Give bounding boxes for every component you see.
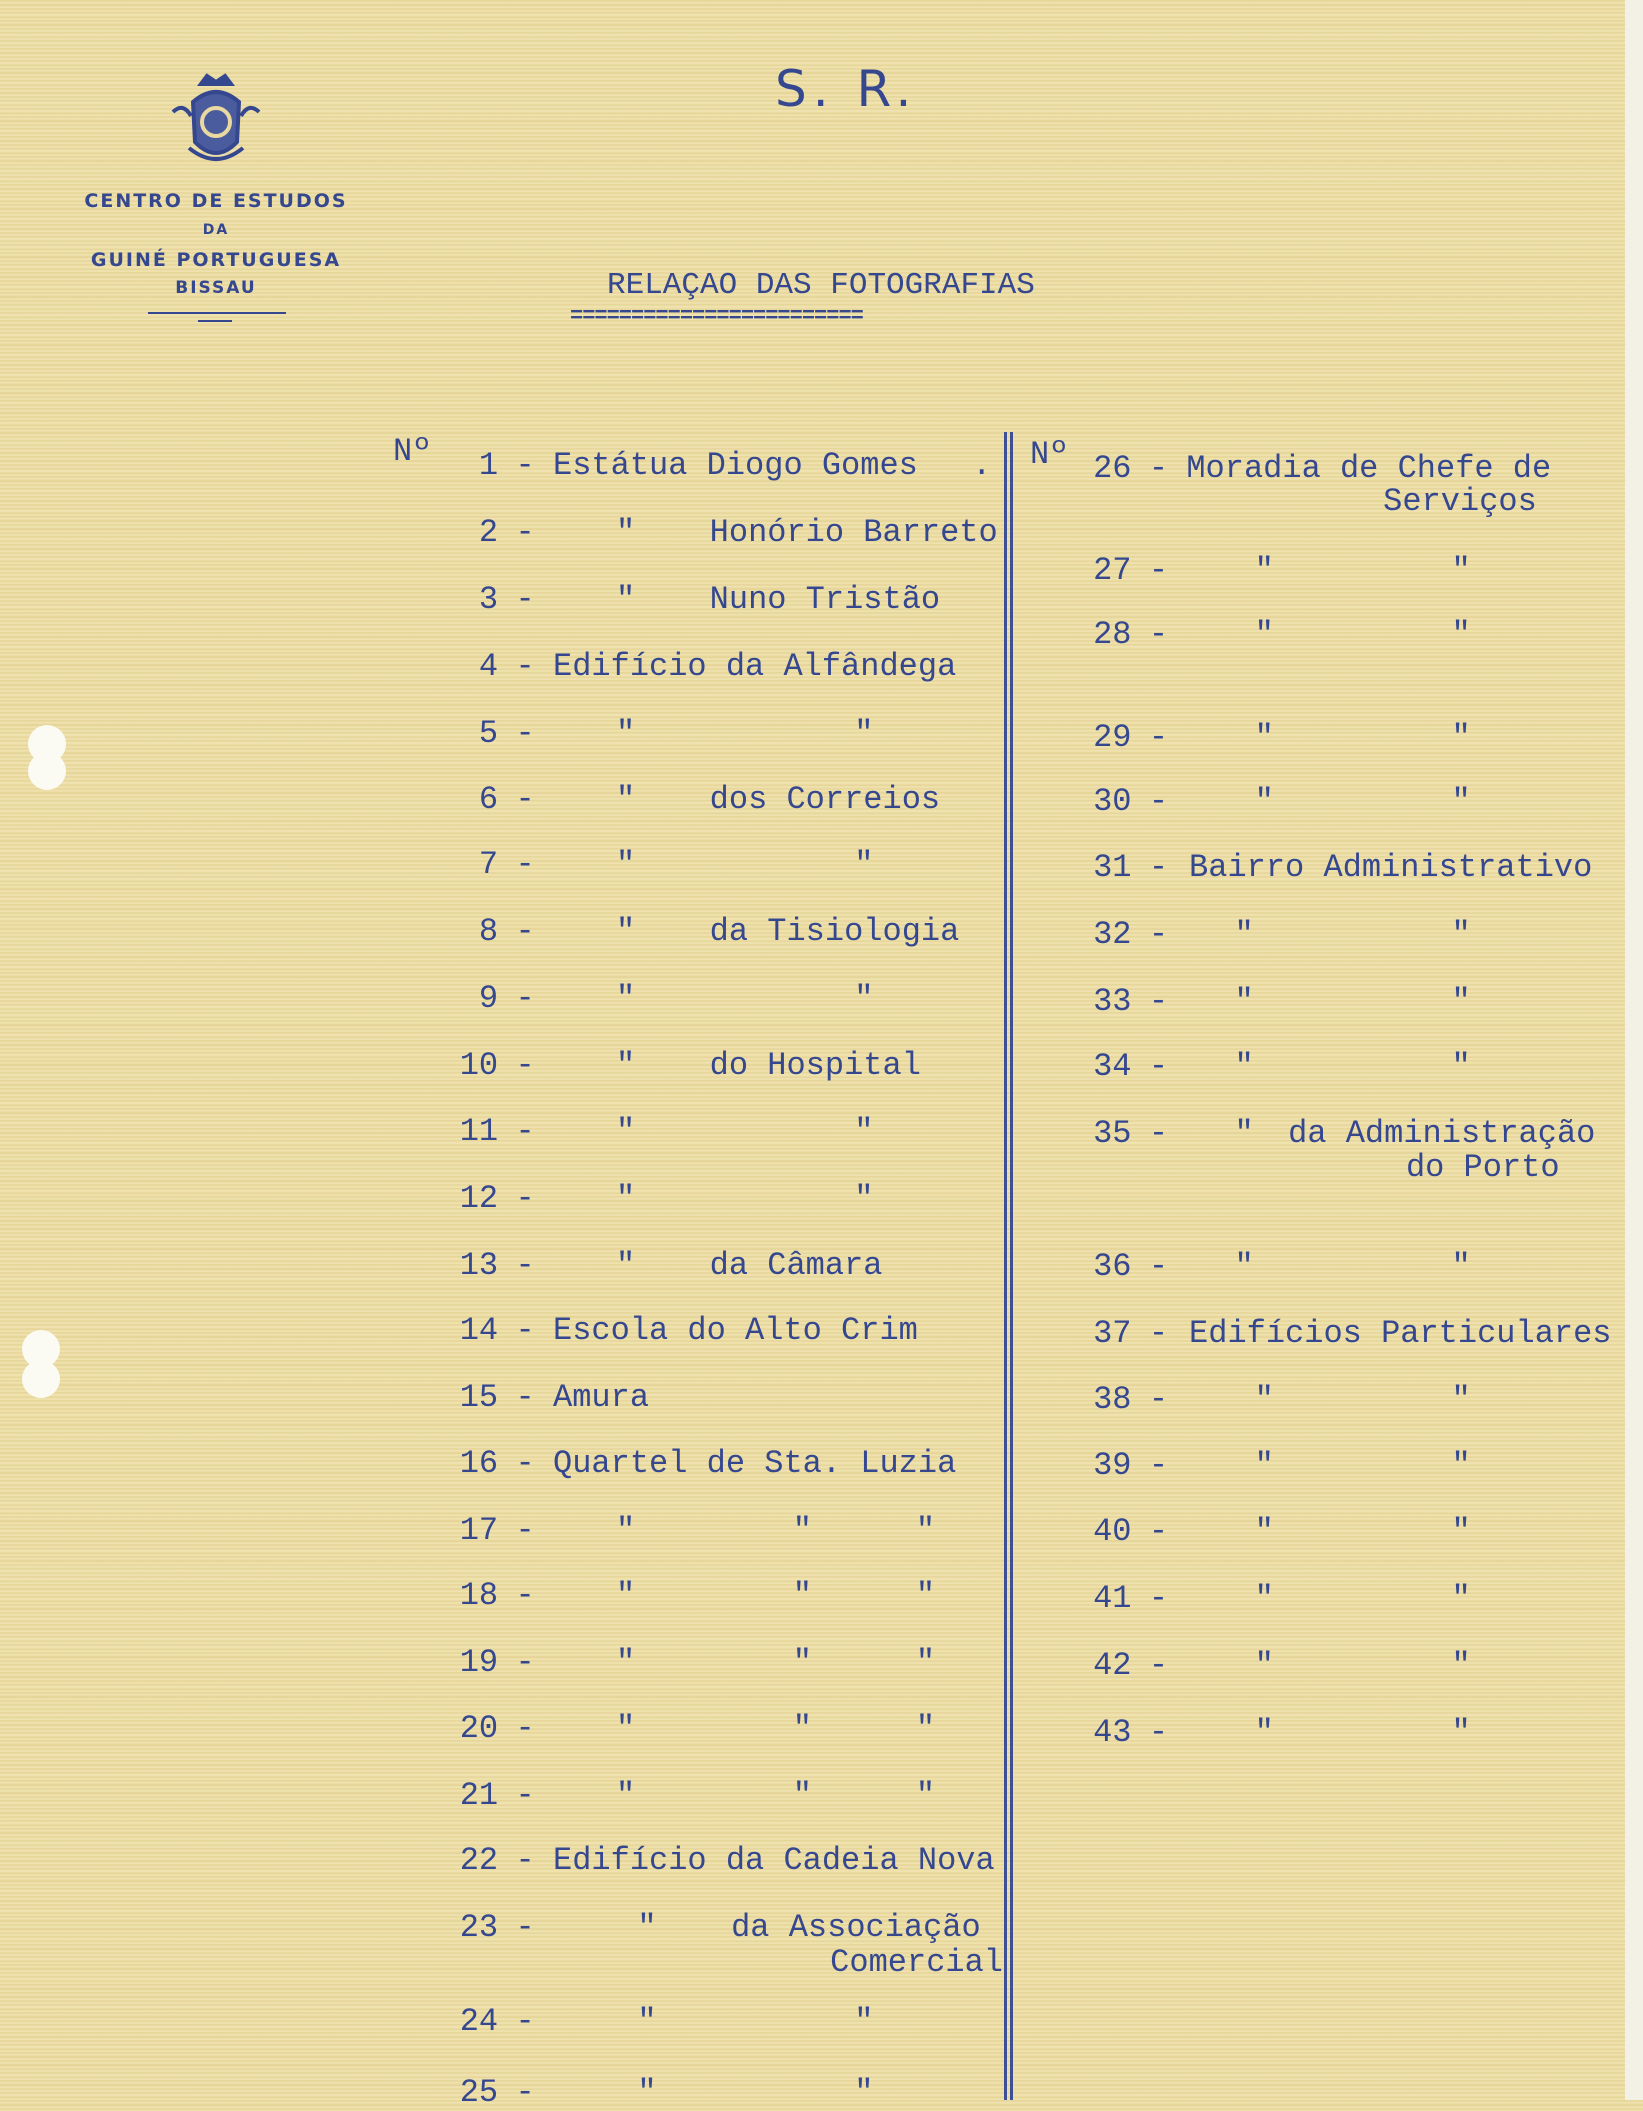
ditto-mark: " <box>1254 719 1274 757</box>
entry-dash: - <box>515 1577 535 1615</box>
ditto-mark: " <box>1254 1580 1274 1618</box>
entry-number: 25 <box>459 2074 499 2111</box>
ditto-mark: " <box>615 913 636 951</box>
entry-number: 40 <box>1093 1513 1132 1551</box>
ditto-mark: " <box>854 1179 874 1217</box>
ditto-mark: " <box>1451 1513 1471 1551</box>
ditto-mark: " <box>615 1511 636 1549</box>
entry-number: 34 <box>1093 1048 1132 1086</box>
entry-number: 33 <box>1093 982 1132 1020</box>
ditto-mark: " <box>854 715 874 753</box>
ditto-mark: " <box>1234 1048 1254 1086</box>
title-underline: ======================== <box>570 304 863 329</box>
ditto-mark: " <box>915 1577 936 1615</box>
entry-description: da Tisiologia <box>709 913 960 951</box>
org-name-line4: BISSAU <box>175 278 257 298</box>
ditto-mark: " <box>1254 1513 1274 1551</box>
entry-number: 22 <box>459 1842 499 1880</box>
entry-dash: - <box>1148 1314 1169 1352</box>
org-name-line2: DA <box>202 222 230 238</box>
entry-number: 38 <box>1093 1380 1132 1418</box>
entry-number: 16 <box>459 1444 499 1482</box>
ditto-mark: " <box>1254 1713 1274 1751</box>
entry-dash: - <box>515 1511 535 1549</box>
entry-dash: - <box>515 2003 535 2041</box>
ditto-mark: " <box>615 514 636 552</box>
ditto-mark: " <box>615 715 636 753</box>
ditto-mark: " <box>1451 615 1471 653</box>
ditto-mark: " <box>1451 1447 1471 1485</box>
ditto-mark: " <box>915 1511 936 1549</box>
entry-dash: - <box>1148 1048 1169 1086</box>
punch-hole <box>22 1360 60 1398</box>
entry-dash: - <box>1148 1580 1169 1618</box>
entry-number: 41 <box>1093 1580 1132 1618</box>
entry-dash: - <box>515 780 535 818</box>
ditto-mark: " <box>1451 982 1471 1020</box>
entry-dash: - <box>515 1312 535 1350</box>
ditto-mark: " <box>615 846 636 884</box>
entry-number: 43 <box>1093 1713 1132 1751</box>
entry-dash: - <box>515 581 535 619</box>
header-mark: S. R. <box>775 60 918 118</box>
entry-number: 23 <box>459 1909 499 1947</box>
entry-dash: - <box>1148 719 1169 757</box>
entry-number: 37 <box>1093 1314 1132 1352</box>
entry-dash: - <box>515 913 535 951</box>
entry-number: 39 <box>1093 1447 1132 1485</box>
entry-number: 14 <box>459 1312 499 1350</box>
ditto-mark: " <box>615 1776 636 1814</box>
ditto-mark: " <box>792 1577 812 1615</box>
ditto-mark: " <box>615 1179 636 1217</box>
entry-description: Serviços <box>1383 483 1537 521</box>
entry-description: Comercial <box>830 1944 1003 1982</box>
ditto-mark: " <box>615 1047 636 1085</box>
org-name-line3: GUINÉ PORTUGUESA <box>90 249 342 271</box>
entry-dash: - <box>515 1644 535 1682</box>
entry-dash: - <box>515 1776 535 1814</box>
entry-number: 12 <box>459 1179 499 1217</box>
ditto-mark: " <box>854 846 874 884</box>
ditto-mark: " <box>1451 719 1471 757</box>
entry-dash: - <box>515 1179 535 1217</box>
ditto-mark: " <box>615 1246 636 1284</box>
number-prefix-right: Nº <box>1030 436 1069 473</box>
letterhead-rule <box>148 312 286 314</box>
ditto-mark: " <box>1254 1380 1274 1418</box>
ditto-mark: " <box>854 2074 874 2111</box>
ditto-mark: " <box>637 1909 657 1947</box>
entry-number: 21 <box>459 1776 499 1814</box>
ditto-mark: " <box>792 1776 812 1814</box>
ditto-mark: " <box>1254 551 1274 589</box>
entry-number: 19 <box>459 1644 499 1682</box>
entry-number: 15 <box>459 1379 499 1417</box>
entry-description: Escola do Alto Crim <box>553 1312 918 1350</box>
entry-number: 9 <box>478 980 499 1018</box>
entry-dash: - <box>1148 848 1169 886</box>
entry-number: 5 <box>478 715 499 753</box>
ditto-mark: " <box>915 1776 936 1814</box>
ditto-mark: " <box>1451 1048 1471 1086</box>
ditto-mark: " <box>1451 551 1471 589</box>
entry-number: 27 <box>1093 551 1132 589</box>
entry-description: do Hospital <box>709 1047 921 1085</box>
entry-dash: - <box>515 715 535 753</box>
entry-number: 28 <box>1093 615 1132 653</box>
entry-dash: - <box>1148 1647 1169 1684</box>
entry-dash: - <box>515 1444 535 1482</box>
letterhead-rule-short <box>198 320 232 322</box>
entry-number: 11 <box>459 1112 499 1150</box>
entry-dash: - <box>515 1842 535 1880</box>
ditto-mark: " <box>615 780 636 818</box>
entry-description: Nuno Tristão <box>709 581 941 619</box>
entry-dash: - <box>1148 982 1169 1020</box>
ditto-mark: " <box>854 1112 874 1150</box>
entry-dash: - <box>1148 449 1169 487</box>
ditto-mark: " <box>615 581 636 619</box>
ditto-mark: " <box>1254 783 1274 821</box>
number-prefix-left: Nº <box>393 433 432 470</box>
ditto-mark: " <box>1234 982 1254 1020</box>
entry-description: da Administração <box>1288 1115 1596 1153</box>
ditto-mark: " <box>637 2074 657 2111</box>
ditto-mark: " <box>1234 1247 1254 1285</box>
ditto-mark: " <box>1451 1247 1471 1285</box>
entry-dash: - <box>1148 551 1169 589</box>
org-name-line1: CENTRO DE ESTUDOS <box>84 190 348 212</box>
entry-number: 29 <box>1093 719 1132 757</box>
entry-dash: - <box>515 846 535 884</box>
ditto-mark: " <box>1451 1380 1471 1418</box>
entry-dash: - <box>515 1246 535 1284</box>
ditto-mark: " <box>1451 915 1471 953</box>
entry-number: 17 <box>459 1511 499 1549</box>
entry-number: 32 <box>1093 915 1132 953</box>
entry-number: 13 <box>459 1246 499 1284</box>
ditto-mark: " <box>1451 1647 1471 1684</box>
entry-dash: - <box>515 447 535 485</box>
ditto-mark: " <box>637 2003 657 2041</box>
ditto-mark: " <box>792 1644 812 1682</box>
ditto-mark: " <box>1254 1447 1274 1485</box>
paper-edge <box>1625 0 1643 2100</box>
entry-description: Bairro Administrativo <box>1189 848 1593 886</box>
entry-dash: - <box>1148 1247 1169 1285</box>
entry-number: 31 <box>1093 848 1132 886</box>
entry-dash: - <box>515 980 535 1018</box>
entry-number: 1 <box>478 447 499 485</box>
ditto-mark: " <box>792 1511 812 1549</box>
entry-number: 36 <box>1093 1247 1132 1285</box>
entry-dash: - <box>1148 1447 1169 1485</box>
entry-number: 24 <box>459 2003 499 2041</box>
entry-description: Honório Barreto <box>709 514 998 552</box>
entry-description: Moradia de Chefe de <box>1186 449 1552 487</box>
entry-description: Edifício da Cadeia Nova <box>553 1842 995 1880</box>
entry-description: Edifícios Particulares <box>1189 1314 1612 1352</box>
document-title: RELAÇAO DAS FOTOGRAFIAS <box>607 268 1035 303</box>
entry-dash: - <box>515 1047 535 1085</box>
ditto-mark: " <box>854 980 874 1018</box>
entry-dash: - <box>1148 1380 1169 1418</box>
entry-dash: - <box>1148 1513 1169 1551</box>
entry-dash: - <box>515 1909 535 1947</box>
ditto-mark: " <box>615 1709 636 1747</box>
ditto-mark: " <box>1451 783 1471 821</box>
entry-number: 26 <box>1093 449 1132 487</box>
ditto-mark: " <box>854 2003 874 2041</box>
entry-description: Edifício da Alfândega <box>553 648 957 686</box>
entry-description: da Câmara <box>709 1246 883 1284</box>
ditto-mark: " <box>1254 615 1274 653</box>
entry-description: . <box>972 447 992 485</box>
column-divider <box>1004 432 1007 2100</box>
ditto-mark: " <box>1451 1713 1471 1751</box>
entry-description: da Associação <box>731 1909 981 1947</box>
entry-number: 35 <box>1093 1115 1132 1153</box>
entry-number: 30 <box>1093 783 1132 821</box>
entry-number: 3 <box>478 581 499 619</box>
entry-dash: - <box>1148 915 1169 953</box>
entry-dash: - <box>1148 615 1169 653</box>
entry-number: 10 <box>459 1047 499 1085</box>
ditto-mark: " <box>615 1112 636 1150</box>
entry-description: Quartel de Sta. Luzia <box>553 1444 957 1482</box>
ditto-mark: " <box>615 1577 636 1615</box>
entry-dash: - <box>515 1112 535 1150</box>
entry-dash: - <box>515 514 535 552</box>
ditto-mark: " <box>792 1709 812 1747</box>
entry-number: 18 <box>459 1577 499 1615</box>
ditto-mark: " <box>615 1644 636 1682</box>
entry-number: 20 <box>459 1709 499 1747</box>
entry-number: 8 <box>478 913 499 951</box>
ditto-mark: " <box>1234 1115 1254 1153</box>
entry-description: do Porto <box>1405 1148 1560 1186</box>
column-divider <box>1010 432 1013 2100</box>
coat-of-arms-emblem <box>163 72 269 168</box>
entry-number: 7 <box>478 846 499 884</box>
ditto-mark: " <box>615 980 636 1018</box>
punch-hole <box>28 752 66 790</box>
entry-number: 42 <box>1093 1647 1132 1684</box>
entry-dash: - <box>1148 1713 1169 1751</box>
ditto-mark: " <box>915 1644 936 1682</box>
entry-description: Estátua Diogo Gomes <box>553 447 918 485</box>
entry-description: dos Correios <box>709 780 941 818</box>
entry-dash: - <box>515 2074 535 2111</box>
entry-description: Amura <box>553 1379 650 1417</box>
ditto-mark: " <box>1254 1647 1274 1684</box>
entry-dash: - <box>1148 783 1169 821</box>
ditto-mark: " <box>1234 915 1254 953</box>
ditto-mark: " <box>915 1709 936 1747</box>
entry-number: 2 <box>478 514 499 552</box>
entry-dash: - <box>515 1379 535 1417</box>
entry-dash: - <box>1148 1115 1169 1153</box>
entry-dash: - <box>515 1709 535 1747</box>
ditto-mark: " <box>1451 1580 1471 1618</box>
entry-number: 4 <box>478 648 499 686</box>
entry-dash: - <box>515 648 535 686</box>
entry-number: 6 <box>478 780 499 818</box>
